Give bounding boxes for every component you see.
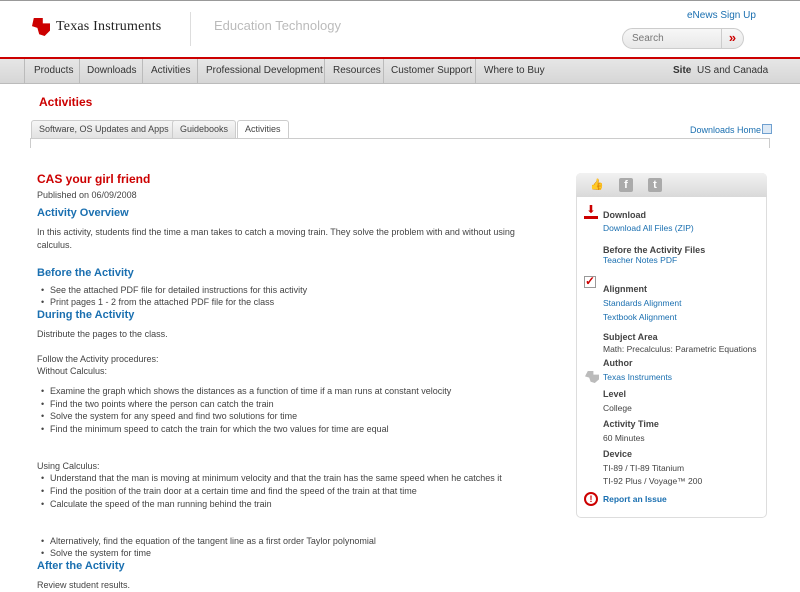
list-item: • Find the two points where the person can catch the train	[50, 399, 274, 409]
time-value: 60 Minutes	[603, 433, 645, 443]
using-calculus-label: Using Calculus:	[37, 461, 100, 471]
page-title: Activities	[39, 95, 93, 109]
brand-name: Texas Instruments	[56, 19, 162, 34]
device-heading: Device	[603, 449, 633, 459]
nav-products[interactable]: Products	[34, 65, 74, 76]
panel-border-left	[30, 138, 31, 148]
device-value-2: TI-92 Plus / Voyage™ 200	[603, 476, 703, 486]
teacher-notes-link[interactable]: Teacher Notes PDF	[603, 255, 678, 265]
downloads-home-link[interactable]: Downloads Home	[690, 125, 762, 135]
home-icon[interactable]	[762, 124, 772, 134]
warning-icon: !	[584, 492, 598, 506]
list-item: • Solve the system for any speed and find two solutions for time	[50, 411, 297, 421]
top-border	[0, 0, 800, 1]
ti-logo[interactable]	[32, 18, 161, 36]
textbook-alignment-link[interactable]: Textbook Alignment	[603, 312, 677, 322]
search-go-button[interactable]: »	[721, 29, 743, 48]
follow-text: Follow the Activity procedures:	[37, 354, 159, 364]
time-heading: Activity Time	[603, 419, 659, 429]
like-icon[interactable]: 👍	[590, 179, 604, 191]
social-bar	[576, 173, 767, 197]
list-item: • Calculate the speed of the man running behind the train	[50, 499, 272, 509]
tab-guidebooks[interactable]: Guidebooks	[172, 120, 236, 138]
twitter-icon[interactable]: t	[648, 178, 662, 192]
list-item: • Find the minimum speed to catch the train for which the two values for time are equal	[50, 424, 389, 434]
before-files-heading: Before the Activity Files	[603, 245, 706, 255]
nav-where-to-buy[interactable]: Where to Buy	[484, 65, 545, 76]
list-item: • Understand that the man is moving at minimum velocity and that the train has the same speed when he catches it	[50, 473, 502, 483]
author-heading: Author	[603, 358, 633, 368]
section-title: Education Technology	[214, 18, 341, 33]
report-issue-link[interactable]: Report an Issue	[603, 494, 667, 504]
overview-heading: Activity Overview	[37, 207, 129, 219]
subject-value: Math: Precalculus: Parametric Equations	[603, 344, 757, 354]
overview-text-2: calculus.	[37, 240, 73, 250]
enews-signup-link[interactable]: eNews Sign Up	[687, 10, 756, 21]
subject-heading: Subject Area	[603, 332, 658, 342]
before-heading: Before the Activity	[37, 267, 134, 279]
ti-logo-icon	[32, 18, 50, 36]
tab-activities[interactable]: Activities	[237, 120, 289, 139]
alignment-heading: Alignment	[603, 284, 647, 294]
after-heading: After the Activity	[37, 560, 125, 572]
nav-resources[interactable]: Resources	[333, 65, 381, 76]
list-item: • Examine the graph which shows the distances as a function of time if a man runs at constant velocity	[50, 386, 451, 396]
published-date: Published on 06/09/2008	[37, 190, 137, 200]
checkbox-icon: ✓	[585, 274, 596, 288]
tab-software[interactable]: Software, OS Updates and Apps	[31, 120, 177, 138]
nav-customer-support[interactable]: Customer Support	[391, 65, 473, 76]
during-heading: During the Activity	[37, 309, 135, 321]
activity-title: CAS your girl friend	[37, 172, 151, 186]
download-all-link[interactable]: Download All Files (ZIP)	[603, 223, 694, 233]
list-item: • Print pages 1 - 2 from the attached PDF file for the class	[50, 297, 274, 307]
divider	[190, 12, 191, 46]
review-text: Review student results.	[37, 580, 131, 590]
device-value-1: TI-89 / TI-89 Titanium	[603, 463, 685, 473]
level-value: College	[603, 403, 632, 413]
overview-text: In this activity, students find the time a man takes to catch a moving train. They solve the problem with and without using	[37, 227, 515, 237]
list-item: • Solve the system for time	[50, 548, 151, 558]
nav-downloads[interactable]: Downloads	[87, 65, 137, 76]
download-heading: Download	[603, 210, 646, 220]
search-input[interactable]	[622, 28, 744, 49]
nav-activities[interactable]: Activities	[151, 65, 191, 76]
panel-border-right	[769, 138, 770, 148]
without-calculus-label: Without Calculus:	[37, 366, 108, 376]
standards-alignment-link[interactable]: Standards Alignment	[603, 298, 682, 308]
list-item: • Alternatively, find the equation of the tangent line as a first order Taylor polynomial	[50, 536, 376, 546]
site-selector[interactable]: US and Canada	[697, 65, 769, 76]
site-label: Site	[673, 65, 692, 76]
main-nav	[0, 59, 800, 84]
author-link[interactable]: Texas Instruments	[603, 372, 672, 382]
distribute-text: Distribute the pages to the class.	[37, 329, 168, 339]
list-item: • See the attached PDF file for detailed instructions for this activity	[50, 285, 307, 295]
facebook-icon[interactable]: f	[619, 178, 633, 192]
list-item: • Find the position of the train door at a certain time and find the speed of the train at that time	[50, 486, 417, 496]
download-icon: ⬇	[584, 205, 598, 219]
nav-professional-development[interactable]: Professional Development	[206, 65, 323, 76]
level-heading: Level	[603, 389, 627, 399]
search-placeholder: Search	[632, 33, 664, 44]
tab-border	[30, 138, 770, 139]
